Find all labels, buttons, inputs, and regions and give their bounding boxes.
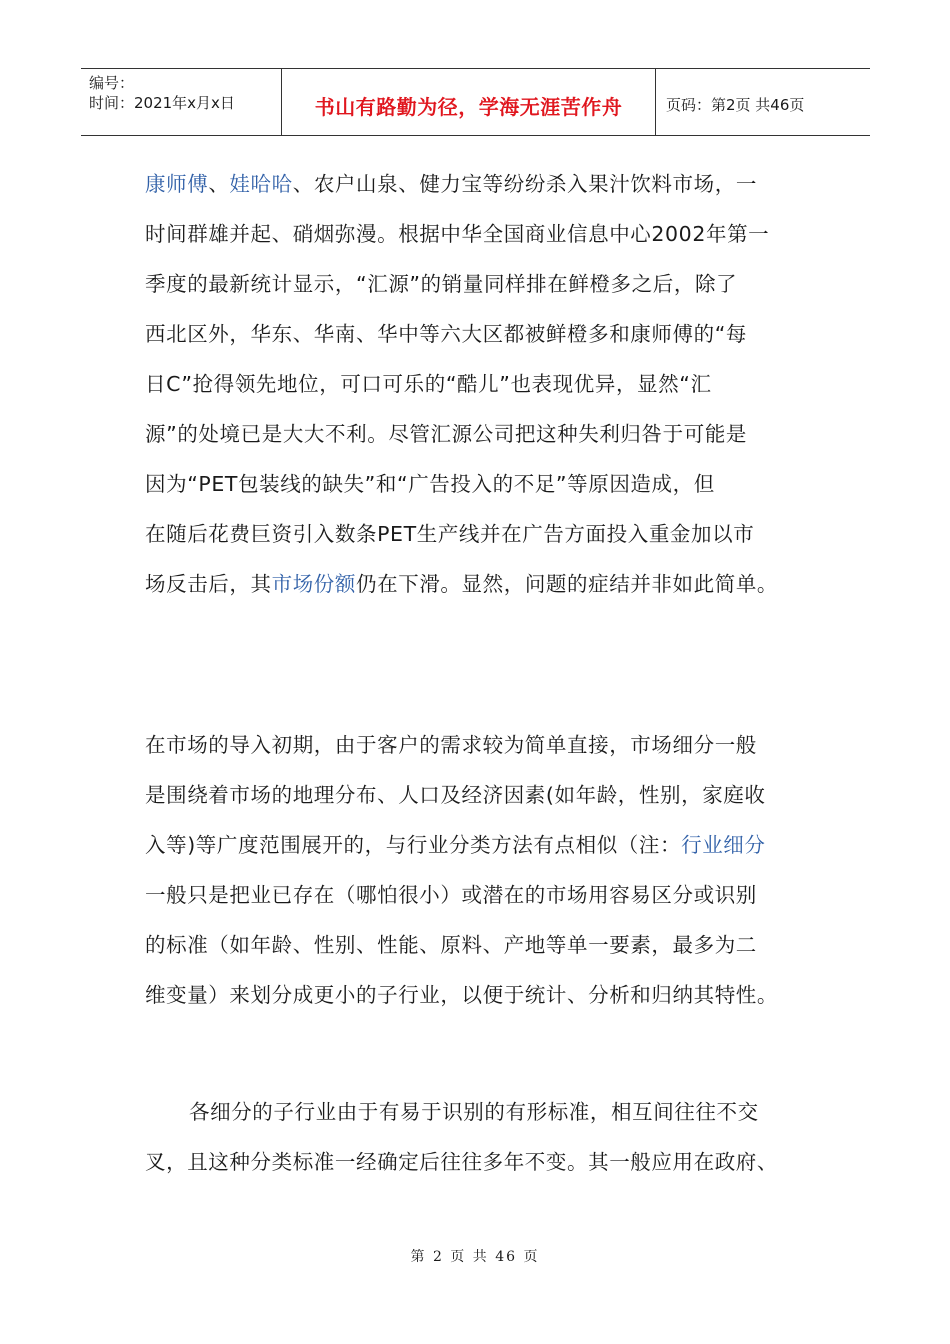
paragraph-1	[145, 159, 810, 609]
text-line: 叉，且这种分类标准一经确定后往往多年不变。其一般应用在政府、	[145, 1150, 778, 1174]
link-kangshifu[interactable]: 康师傅	[145, 172, 209, 196]
text-line: 西北区外，华东、华南、华中等六大区都被鲜橙多和康师傅的“每	[145, 322, 748, 346]
page-footer: 第 2 页 共 46 页	[410, 1249, 540, 1265]
text-line: 在市场的导入初期，由于客户的需求较为简单直接，市场细分一般	[145, 733, 757, 757]
text-line: 季度的最新统计显示，“汇源”的销量同样排在鲜橙多之后，除了	[145, 272, 738, 296]
document-number: 编号：	[89, 74, 135, 92]
link-wahaha[interactable]: 娃哈哈	[229, 172, 293, 196]
text-span: 入等)等广度范围展开的，与行业分类方法有点相似（注：	[145, 833, 682, 857]
text-span: 、农户山泉、健力宝等纷纷杀入果汁饮料市场，一	[292, 172, 757, 196]
header-meta	[81, 69, 282, 135]
text-line: 的标准（如年龄、性别、性能、原料、产地等单一要素，最多为二	[145, 933, 757, 957]
link-market-share[interactable]: 市场份额	[271, 572, 357, 596]
text-line: 各细分的子行业由于有易于识别的有形标准，相互间往往不交	[189, 1100, 759, 1124]
text-line: 源”的处境已是大大不利。尽管汇源公司把这种失利归咎于可能是	[145, 422, 748, 446]
text-span: 仍在下滑。显然，问题的症结并非如此简单。	[356, 572, 779, 596]
text-line: 日C”抢得领先地位，可口可乐的“酷儿”也表现优异，显然“汇	[145, 372, 712, 396]
header-motto: 书山有路勤为径，学海无涯苦作舟	[282, 69, 656, 135]
link-industry-segmentation[interactable]: 行业细分	[681, 833, 766, 857]
text-line: 在随后花费巨资引入数条PET生产线并在广告方面投入重金加以市	[145, 522, 755, 546]
text-span: 场反击后，其	[145, 572, 272, 596]
text-line	[145, 820, 810, 870]
text-line: 时间群雄并起、硝烟弥漫。根据中华全国商业信息中心2002年第一	[145, 222, 770, 246]
text-span: 、	[208, 172, 230, 196]
paragraph-3	[145, 1087, 810, 1187]
header-page-info: 页码：第2页 共46页	[666, 95, 805, 114]
document-time: 时间：2021年x月x日	[89, 94, 235, 112]
paragraph-2	[145, 720, 810, 1020]
text-line	[145, 559, 810, 609]
page-header	[81, 68, 870, 136]
text-line: 是围绕着市场的地理分布、人口及经济因素(如年龄，性别，家庭收	[145, 783, 766, 807]
text-line: 因为“PET包装线的缺失”和“广告投入的不足”等原因造成，但	[145, 472, 715, 496]
text-line: 维变量）来划分成更小的子行业，以便于统计、分析和归纳其特性。	[145, 983, 778, 1007]
text-line: 一般只是把业已存在（哪怕很小）或潜在的市场用容易区分或识别	[145, 883, 757, 907]
text-line	[145, 159, 810, 209]
